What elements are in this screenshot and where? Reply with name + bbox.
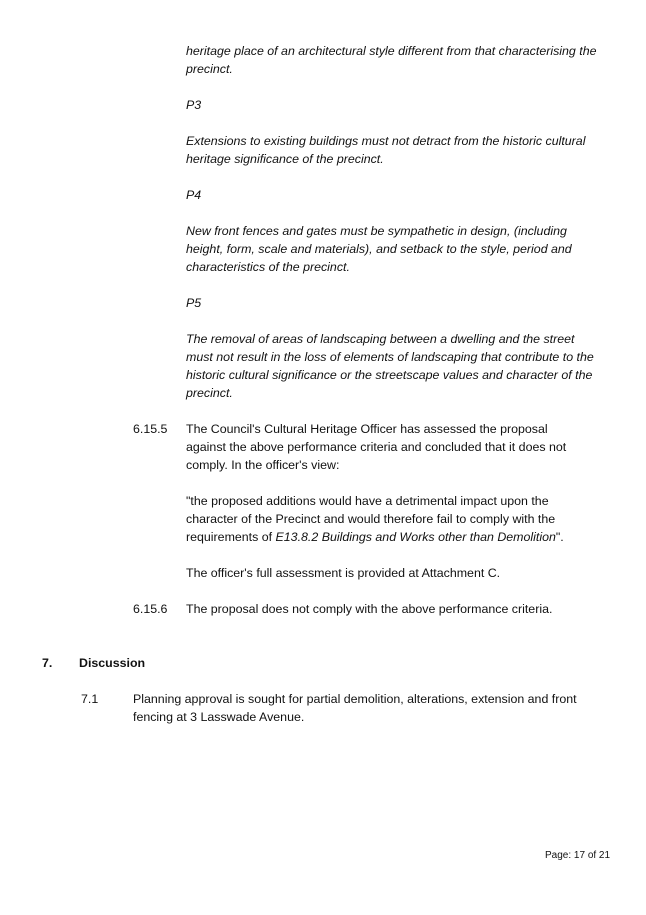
criterion-p4-text: New front fences and gates must be sympathetic in design, (including height, form, scale and materials), and setback to the style, period and characteristics of the precinct. xyxy=(186,224,572,274)
criterion-p5-text: The removal of areas of landscaping between a dwelling and the street must not result in the loss of elements of landscaping that contribute to the historic cultural significance or the streetscape values and character of the precinct. xyxy=(186,332,594,400)
item-number-6-15-6: 6.15.6 xyxy=(133,602,168,616)
page-number: Page: 17 of 21 xyxy=(545,850,611,861)
item-number-7-1: 7.1 xyxy=(81,692,99,706)
criterion-p5-label: P5 xyxy=(186,296,202,310)
quote-text-start: "the proposed additions would have a detrimental impact upon the character of the Precinct and would therefore fail to comply with the requirements of xyxy=(186,494,556,544)
item-7-1-text: Planning approval is sought for partial demolition, alterations, extension and front fencing at 3 Lasswade Avenue. xyxy=(133,692,577,724)
quote-text-end: ". xyxy=(555,530,564,544)
officer-quote xyxy=(186,492,586,546)
criterion-p4-label: P4 xyxy=(186,188,202,202)
criterion-p3-text: Extensions to existing buildings must not detract from the historic cultural heritage significance of the precinct. xyxy=(186,134,586,166)
item-6-15-5-text: The Council's Cultural Heritage Officer has assessed the proposal against the above performance criteria and concluded that it does not comply. In the officer's view: xyxy=(186,422,567,472)
quote-reference: E13.8.2 Buildings and Works other than Demolition xyxy=(275,530,556,544)
criterion-p2-continuation: heritage place of an architectural style different from that characterising the precinct. xyxy=(186,44,597,76)
item-number-6-15-5: 6.15.5 xyxy=(133,422,168,436)
item-6-15-6-text: The proposal does not comply with the above performance criteria. xyxy=(186,602,553,616)
assessment-note: The officer's full assessment is provided at Attachment C. xyxy=(186,566,501,580)
section-heading: Discussion xyxy=(79,656,146,670)
criterion-p3-label: P3 xyxy=(186,98,202,112)
section-number: 7. xyxy=(42,656,53,670)
